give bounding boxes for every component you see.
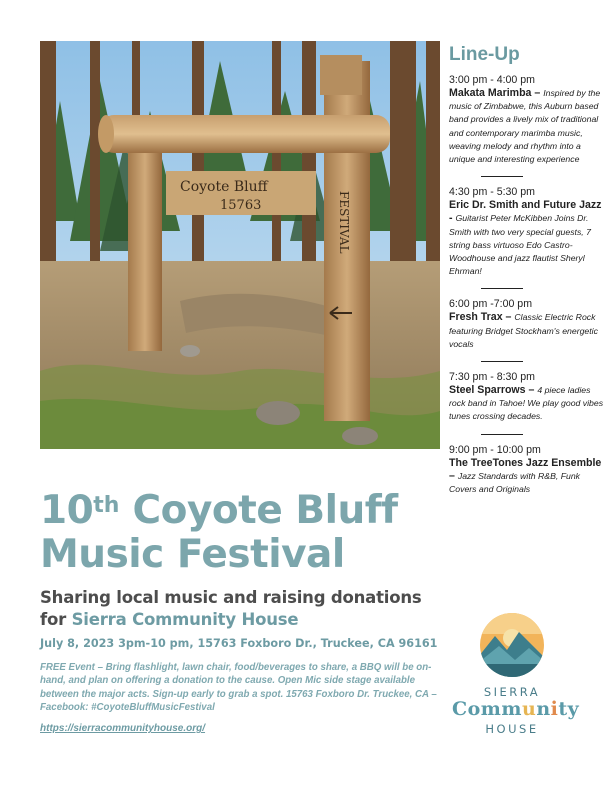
act-time: 3:00 pm - 4:00 pm (449, 74, 535, 86)
lineup-title: Line-Up (449, 44, 520, 65)
act-time: 4:30 pm - 5:30 pm (449, 186, 535, 199)
act-1 (449, 74, 605, 166)
act-description: Inspired by the music of Zimbabwe, this Auburn based band provides a lively mix of traditional and contemporary marimba music, weaving melody and rhythm into a unique and interesting experience (449, 88, 601, 165)
separator (481, 434, 523, 435)
act-description: Jazz Standards with R&B, Funk Covers and Originals (449, 470, 581, 495)
separator (481, 176, 523, 177)
sierra-community-house-logo (452, 612, 580, 744)
separator (481, 361, 523, 362)
lineup-column (449, 44, 605, 496)
sign-number: 15763 (220, 198, 262, 213)
event-details: FREE Event – Bring flashlight, lawn chair, food/beverages to share, a BBQ will be on-hand, and plan on offering a donation to the cause. Open Mic side stage available between the major acts. Sign-up early to grab a spot. 15763 Foxboro Dr. Truckee, CA – Facebook: #CoyoteBluffMusicFestival (40, 662, 437, 714)
act-2 (449, 186, 605, 278)
act-time: 9:00 pm - 10:00 pm (449, 443, 541, 456)
separator (481, 288, 523, 289)
subheading-prefix: for (40, 610, 72, 629)
title-rest: Coyote Bluff (119, 488, 398, 533)
act-5 (449, 444, 605, 497)
act-description: 4 piece ladies rock band in Tahoe! We play good vibes tunes crossing decades. (449, 385, 604, 422)
act-name: Steel Sparrows – (449, 384, 535, 397)
title-line-2: Music Festival (40, 532, 345, 577)
logo-middle-text: Community (452, 698, 580, 720)
subheading (40, 587, 450, 631)
edition-number: 10 (40, 488, 94, 533)
act-time: 6:00 pm -7:00 pm (449, 298, 533, 311)
edition-ordinal: th (93, 493, 120, 518)
act-4 (449, 371, 605, 424)
act-description: Classic Electric Rock featuring Bridget Stockham's energetic vocals (449, 312, 598, 349)
beneficiary-name: Sierra Community House (71, 610, 299, 629)
act-name: Fresh Trax – (449, 311, 512, 324)
act-name: Makata Marimba – (449, 87, 541, 99)
subheading-text: Sharing local music and raising donations (40, 588, 422, 607)
logo-bottom-text: HOUSE (485, 722, 539, 736)
sign-text: Coyote Bluff (180, 179, 268, 195)
act-name: Eric Dr. Smith and Future Jazz - (449, 199, 602, 225)
date-location: July 8, 2023 3pm-10 pm, 15763 Foxboro Dr., Truckee, CA 96161 (40, 637, 438, 650)
act-3 (449, 298, 605, 351)
festival-title (40, 489, 460, 578)
website-link[interactable]: https://sierracommunityhouse.org/ (40, 723, 206, 734)
act-name: The TreeTones Jazz Ensemble – (449, 456, 602, 482)
act-time: 7:30 pm - 8:30 pm (449, 371, 535, 384)
logo-top-text: SIERRA (483, 685, 541, 699)
logo-emblem-icon (479, 612, 545, 678)
post-text: FESTIVAL (337, 191, 351, 254)
act-description: Guitarist Peter McKibben Joins Dr. Smith with two very special guests, 7 string bass virtuoso Edo Castro-Woodhouse and jazz flautist Sheryl Ehrman! (449, 213, 591, 277)
festival-sign-photo (40, 41, 440, 449)
